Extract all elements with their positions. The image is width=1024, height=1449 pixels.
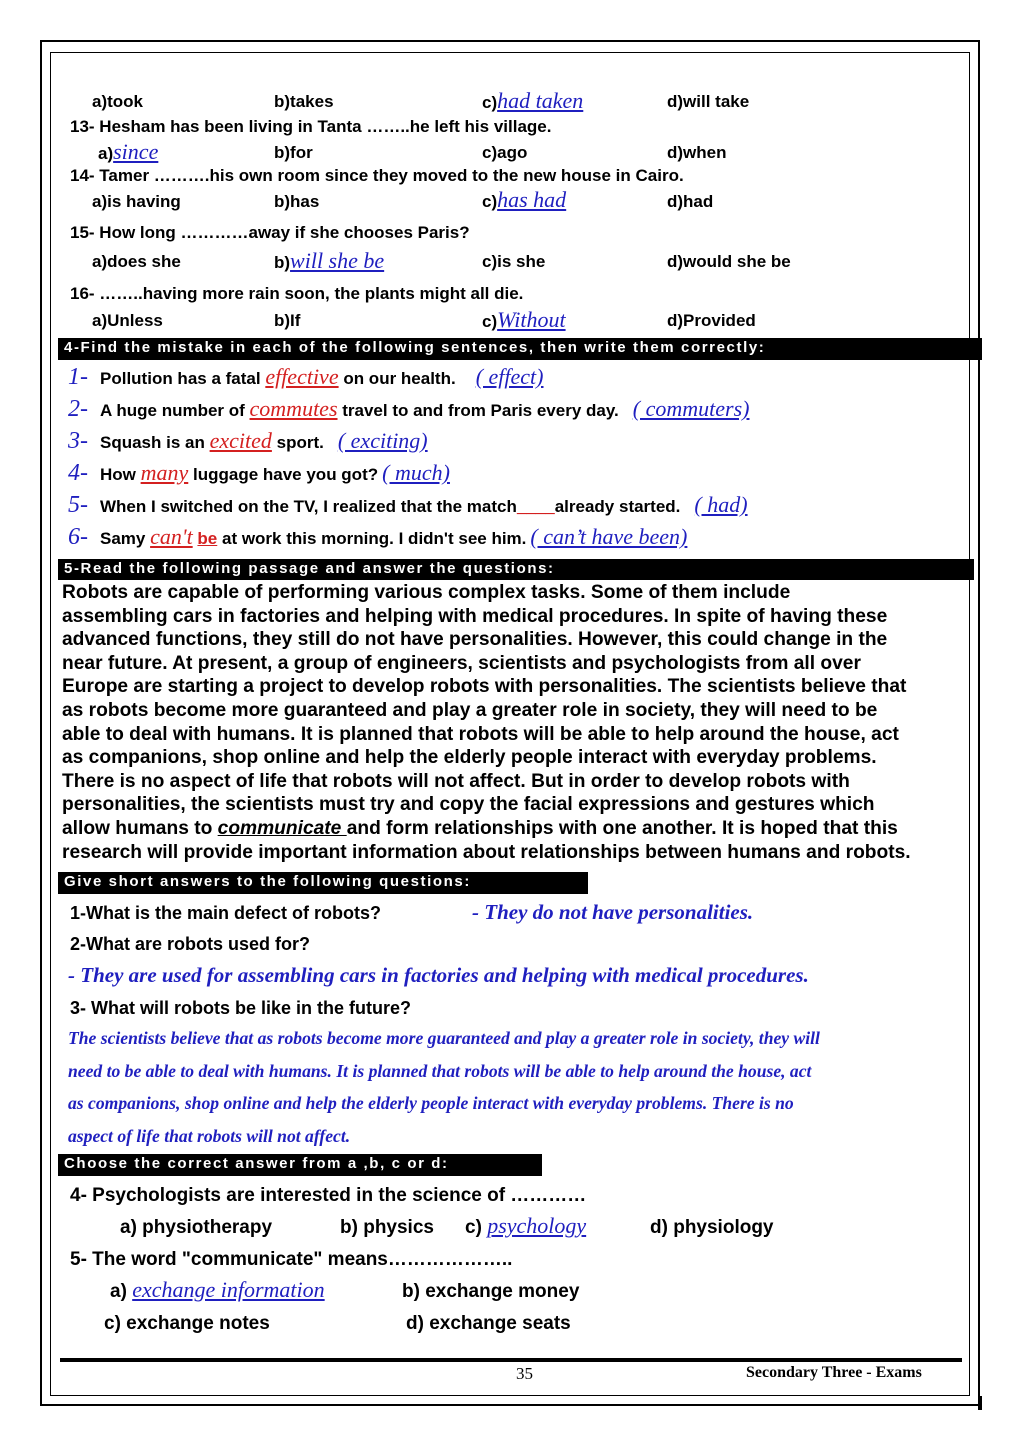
answer-line: The scientists believe that as robots become more guaranteed and play a greater role in society, they will [68,1028,820,1048]
sentence-before: Samy [100,529,151,548]
option-prefix: c) [482,312,498,331]
correction: ( commuters) [632,396,750,421]
q15-option-d: d)would she be [667,252,791,271]
mistake-word: excited [209,428,272,453]
mistake-word: effective [265,364,339,389]
correction: ( much) [382,460,450,485]
correction: ( had) [694,492,748,517]
passage-line: Europe are starting a project to develop robots with personalities. The scientists believe that [62,676,907,698]
option-prefix: c) [482,192,498,211]
sentence-before: A huge number of [100,401,250,420]
passage-line: Robots are capable of performing various complex tasks. Some of them include [62,582,791,603]
sentence-after: travel to and from Paris every day. [337,401,619,420]
item-number: 5- [68,492,88,518]
answer-line: aspect of life that robots will not affect. [68,1125,351,1146]
short-answers-header: Give short answers to the following questions: [58,872,588,894]
page-number: 35 [516,1364,533,1383]
q16-option-a: a)Unless [92,311,163,330]
q15-correct-answer: will she be [290,248,385,273]
q13-stem: 13- Hesham has been living in Tanta ……..he left his village. [70,117,552,136]
sentence-after: already started. [554,497,681,516]
footer-divider [60,1358,962,1362]
q4-option-c [465,1213,586,1239]
mistake-item-2 [68,396,749,423]
passage-text: allow humans to [62,817,218,839]
correction: ( exciting) [337,428,428,453]
reading-passage [62,581,972,864]
short-question-3: 3- What will robots be like in the future? [70,998,412,1018]
short-answer-1: - They do not have personalities. [472,900,754,924]
sentence-before: How [100,465,141,484]
q15-option-a: a)does she [92,252,181,271]
passage-line: personalities, the scientists must try and copy the facial expressions and gestures which [62,794,875,816]
section5-header: 5-Read the following passage and answer the questions: [58,559,974,580]
passage-line: as companions, shop online and help the elderly people interact with everyday problems. [62,747,877,769]
q14-correct-answer: has had [497,187,567,212]
choose-header: Choose the correct answer from a ,b, c or d: [58,1154,542,1176]
underlined-word: communicate [217,817,347,839]
q5-option-a [110,1277,325,1303]
q14-stem: 14- Tamer ……….his own room since they moved to the new house in Cairo. [70,166,684,185]
sentence-before: Squash is an [100,433,210,452]
option-prefix: b) [274,253,291,272]
q14-option-c [482,187,566,213]
q4-correct-answer: psychology [487,1213,587,1238]
mistake-item-5 [68,492,748,519]
mistake-word-2: be [197,529,218,548]
q5-option-c: c) exchange notes [104,1313,270,1334]
q16-option-d: d)Provided [667,311,756,330]
passage-line: There is no aspect of life that robots will not affect. But in order to develop robots with [62,770,850,792]
short-answer-2: - They are used for assembling cars in factories and helping with medical procedures. [68,963,809,987]
mistake-item-3 [68,428,428,455]
q4-option-a: a) physiotherapy [120,1217,273,1238]
correction: ( effect) [475,364,544,389]
q5-option-d: d) exchange seats [406,1313,571,1334]
mistake-word: can't [150,524,193,549]
passage-line: able to deal with humans. It is planned that robots will be able to help around the house, act [62,723,899,745]
footer-title: Secondary Three - Exams [746,1364,922,1381]
mistake-item-6 [68,524,687,551]
correction: ( can’t have been) [530,524,688,549]
short-question-1: 1-What is the main defect of robots? [70,903,382,923]
q13-option-b: b)for [274,143,313,162]
q16-option-c [482,307,566,333]
q16-option-b: b)If [274,311,301,330]
blank-space: ____ [516,497,555,516]
q14-option-b: b)has [274,192,320,211]
item-number: 2- [68,396,88,422]
passage-line: research will provide important information about relationships between humans and robots. [62,841,911,863]
mistake-word: commutes [249,396,338,421]
q5-correct-answer: exchange information [132,1277,325,1302]
answer-line: as companions, shop online and help the elderly people interact with everyday problems. There is no [68,1093,794,1113]
q15-stem: 15- How long …………away if she chooses Paris? [70,223,470,242]
mistake-word: many [140,460,189,485]
sentence-after: on our health. [338,369,456,388]
q15-option-c: c)is she [482,252,546,271]
item-number: 3- [68,428,88,454]
option-prefix: c) [482,93,498,112]
answer-line: need to be able to deal with humans. It is planned that robots will be able to help around the house, act [68,1060,812,1081]
q5-option-b: b) exchange money [402,1281,580,1302]
option-prefix: c) [465,1217,488,1238]
q15-option-b [274,248,384,274]
q14-option-d: d)had [667,192,714,211]
q12-option-a: a)took [92,92,143,111]
passage-line: assembling cars in factories and helping with medical procedures. In spite of having these [62,605,888,627]
q12-option-b: b)takes [274,92,334,111]
mistake-item-4 [68,460,450,487]
q4-option-d: d) physiology [650,1217,774,1238]
q13-option-a [98,139,158,165]
passage-line: near future. At present, a group of engineers, scientists and psychologists from all over [62,652,861,674]
passage-line: as robots become more guaranteed and play a greater role in society, they will need to be [62,699,878,721]
q13-correct-answer: since [113,139,159,164]
mistake-item-1 [68,364,544,391]
passage-line: advanced functions, they still do not have personalities. However, this could change in the [62,629,888,651]
item-number: 1- [68,364,88,390]
sentence-after: sport. [271,433,324,452]
item-number: 4- [68,460,88,486]
short-question-2: 2-What are robots used for? [70,934,311,954]
passage-text: and form relationships with one another. It is hoped that this [346,817,898,839]
option-prefix: a) [110,1281,133,1302]
sentence-before: Pollution has a fatal [100,369,266,388]
passage-line [62,817,972,841]
q16-correct-answer: Without [497,307,566,332]
q4-option-b: b) physics [340,1217,434,1238]
q13-option-c: c)ago [482,143,528,162]
q12-option-c [482,88,583,114]
q12-correct-answer: had taken [497,88,584,113]
q14-option-a: a)is having [92,192,181,211]
section4-header: 4-Find the mistake in each of the following sentences, then write them correctly: [58,338,980,360]
option-prefix: a) [98,144,114,163]
choice-question-5: 5- The word "communicate" means……………….. [70,1249,513,1270]
q13-option-d: d)when [667,143,727,162]
q12-option-d: d)will take [667,92,750,111]
item-number: 6- [68,524,88,550]
sentence-after: luggage have you got? [188,465,379,484]
sentence-before: When I switched on the TV, I realized that the match [100,497,517,516]
short-answer-3 [68,1022,968,1152]
sentence-after: at work this morning. I didn't see him. [217,529,527,548]
choice-question-4: 4- Psychologists are interested in the science of ………… [70,1185,587,1206]
q16-stem: 16- ……..having more rain soon, the plants might all die. [70,284,524,303]
